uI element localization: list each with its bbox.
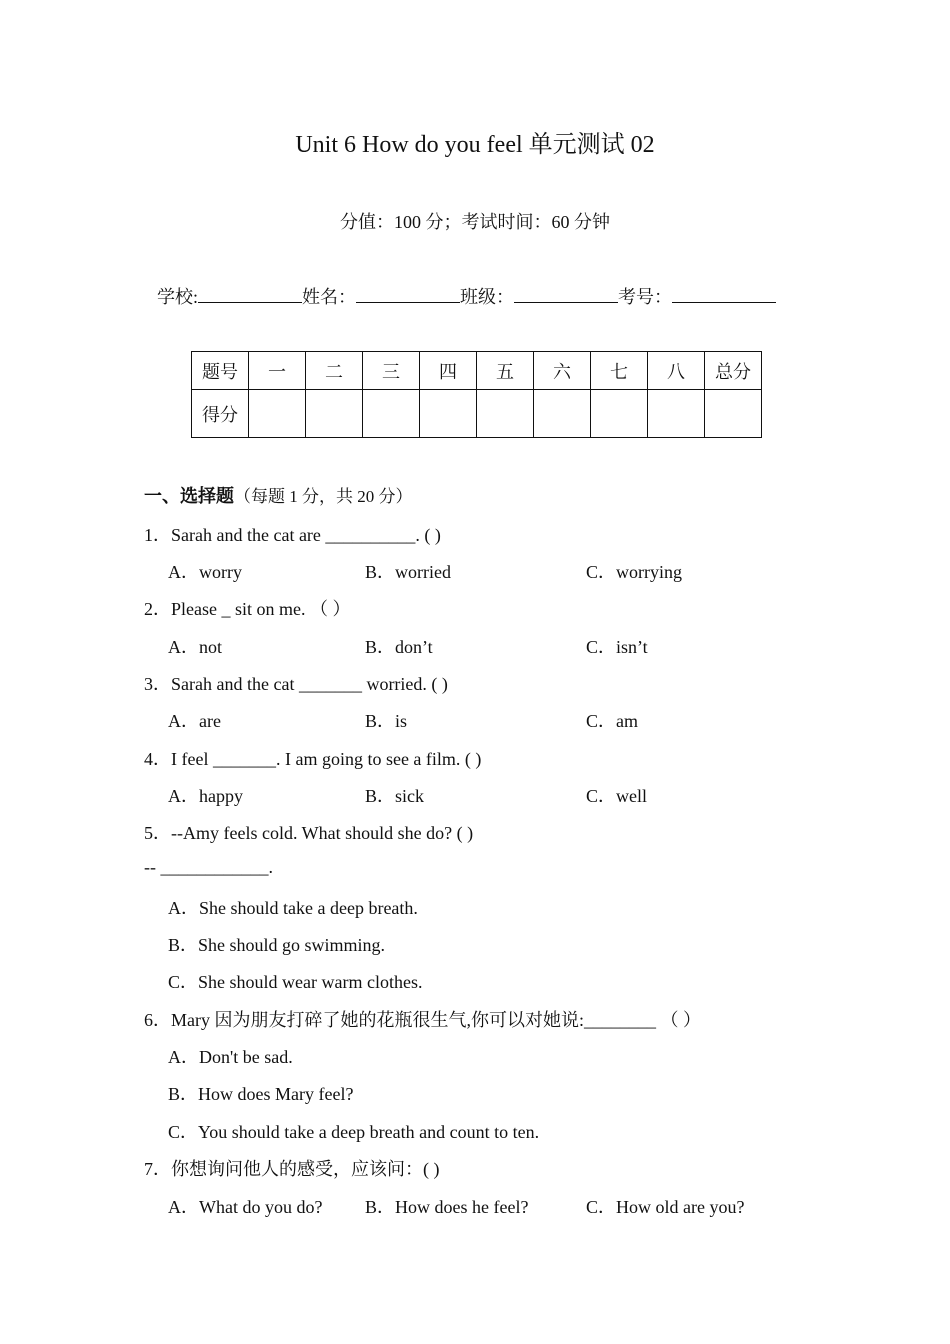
option-b: B．How does Mary feel? — [168, 1084, 354, 1104]
score-header-cell: 八 — [648, 352, 705, 390]
score-header-cell: 五 — [477, 352, 534, 390]
score-row-label: 得分 — [192, 390, 249, 438]
score-cell — [705, 390, 762, 438]
option-b: B．How does he feel? — [365, 1197, 529, 1217]
exam-subtitle: 分值：100 分；考试时间：60 分钟 — [340, 212, 610, 232]
question-stem: 7．你想询问他人的感受，应该问：( ) — [144, 1159, 440, 1179]
option-b: B．sick — [365, 786, 425, 806]
option-c: C．You should take a deep breath and count to ten. — [168, 1122, 540, 1142]
option-c: C．How old are you? — [586, 1197, 745, 1217]
score-header-cell: 二 — [306, 352, 363, 390]
score-cell — [477, 390, 534, 438]
score-cell — [648, 390, 705, 438]
exam-no-blank — [672, 284, 776, 303]
section-heading — [144, 482, 413, 508]
score-table-header-row — [192, 352, 762, 390]
name-blank — [356, 284, 460, 303]
score-header-cell: 一 — [249, 352, 306, 390]
option-b: B．don’t — [365, 637, 433, 657]
question-stem: 2．Please _ sit on me. （ ） — [144, 599, 351, 619]
score-table — [191, 351, 762, 438]
school-blank — [198, 284, 302, 303]
score-header-cell: 六 — [534, 352, 591, 390]
option-b: B．is — [365, 711, 408, 731]
question-stem: 5．--Amy feels cold. What should she do? ( ) — [144, 823, 474, 843]
score-header-cell: 四 — [420, 352, 477, 390]
question-stem: 3．Sarah and the cat _______ worried. ( ) — [144, 674, 448, 694]
score-header-cell: 三 — [363, 352, 420, 390]
question-answer-line: -- ____________. — [144, 857, 273, 877]
question-stem: 1．Sarah and the cat are __________. ( ) — [144, 525, 441, 545]
class-blank — [514, 284, 618, 303]
option-a: A．are — [168, 711, 221, 731]
section-heading-note: （每题 1 分，共 20 分） — [234, 487, 413, 506]
name-label: 姓名： — [302, 287, 357, 307]
question-stem: 4．I feel _______. I am going to see a film. ( ) — [144, 749, 482, 769]
option-a: A．not — [168, 637, 222, 657]
score-cell — [363, 390, 420, 438]
school-label: 学校: — [157, 287, 199, 307]
option-a: A．What do you do? — [168, 1197, 323, 1217]
option-a: A．happy — [168, 786, 243, 806]
option-b: B．worried — [365, 562, 451, 582]
score-header-cell: 总分 — [705, 352, 762, 390]
option-c: C．am — [586, 711, 638, 731]
option-c: C．well — [586, 786, 647, 806]
section-heading-title: 一、选择题 — [144, 486, 234, 506]
score-cell — [420, 390, 477, 438]
score-header-cell: 题号 — [192, 352, 249, 390]
score-cell — [534, 390, 591, 438]
option-c: C．isn’t — [586, 637, 648, 657]
option-a: A．She should take a deep breath. — [168, 898, 418, 918]
page-title: Unit 6 How do you feel 单元测试 02 — [295, 132, 655, 158]
option-c: C．worrying — [586, 562, 682, 582]
score-cell — [249, 390, 306, 438]
option-c: C．She should wear warm clothes. — [168, 972, 423, 992]
class-label: 班级： — [460, 287, 515, 307]
score-table-score-row — [192, 390, 762, 438]
option-a: A．Don't be sad. — [168, 1047, 293, 1067]
option-b: B．She should go swimming. — [168, 935, 386, 955]
question-stem: 6．Mary 因为朋友打碎了她的花瓶很生气,你可以对她说:________ （ ） — [144, 1010, 701, 1030]
score-cell — [306, 390, 363, 438]
exam-no-label: 考号： — [618, 287, 673, 307]
student-info-line — [157, 283, 776, 309]
option-a: A．worry — [168, 562, 242, 582]
score-cell — [591, 390, 648, 438]
score-header-cell: 七 — [591, 352, 648, 390]
